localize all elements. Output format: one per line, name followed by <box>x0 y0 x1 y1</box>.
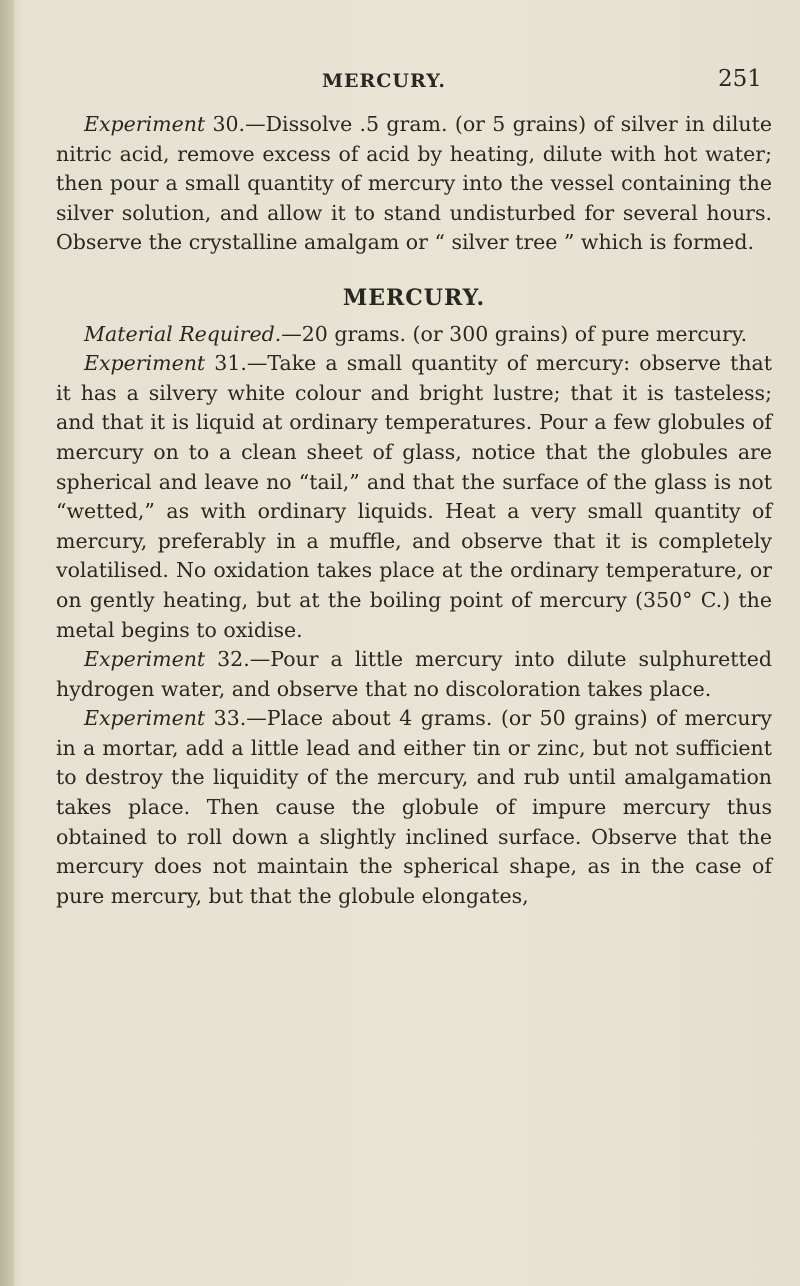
paragraph-text: 31.—Take a small quantity of mercury: observe that it has a silvery white colour and bright lustre; that it is tasteless; and that it is liquid at ordinary temperatures. Pour a few globules of mercury on to a clean sheet of glass, notice that the globules are spherical and leave no “tail,” and that the surface of the glass is not “wetted,” as with ordinary liquids. Heat a very small quantity of mercury, preferably in a muffle, and observe that it is completely volatilised. No oxidation takes place at the ordinary temperature, or on gently heating, but at the boiling point of mercury (350° C.) the metal begins to oxidise. <box>56 351 772 642</box>
section-title: MERCURY. <box>342 284 486 311</box>
paragraph-text: 33.—Place about 4 grams. (or 50 grains) of mercury in a mortar, add a little lead and either tin or zinc, but not sufficient to destroy the liquidity of the mercury, and rub until amalgamation takes place. Then cause the globule of impure mercury thus obtained to roll down a slightly inclined surface. Observe that the mercury does not maintain the spherical shape, as in the case of pure mercury, but that the globule elongates, <box>56 706 772 908</box>
paragraph-text: 30.—Dissolve .5 gram. (or 5 grains) of silver in dilute nitric acid, remove excess of acid by heating, dilute with hot water; then pour a small quantity of mercury into the vessel containing the silver solution, and allow it to stand undisturbed for several hours. Observe the crystalline amalgam or “ silver tree ” which is formed. <box>56 112 772 255</box>
page-binding-edge <box>0 0 14 1286</box>
material-label: Material Required. <box>84 321 282 346</box>
body-text <box>56 110 772 911</box>
paragraph-text: 32.—Pour a little mercury into dilute sulphuretted hydrogen water, and observe that no discoloration takes place. <box>56 647 772 701</box>
experiment-label: Experiment <box>84 112 206 136</box>
paragraph-experiment-30 <box>56 110 772 258</box>
paragraph-material-required <box>56 320 772 350</box>
paragraph-text: —20 grams. (or 300 grains) of pure mercury. <box>281 321 748 346</box>
experiment-label: Experiment <box>84 706 206 731</box>
paragraph-experiment-31 <box>56 349 772 645</box>
page-header <box>0 66 800 104</box>
paragraph-experiment-32 <box>56 645 772 704</box>
page-number: 251 <box>718 66 762 92</box>
experiment-label: Experiment <box>84 647 206 672</box>
running-head: MERCURY. <box>322 70 446 92</box>
experiment-label: Experiment <box>84 351 206 376</box>
paragraph-experiment-33 <box>56 704 772 911</box>
